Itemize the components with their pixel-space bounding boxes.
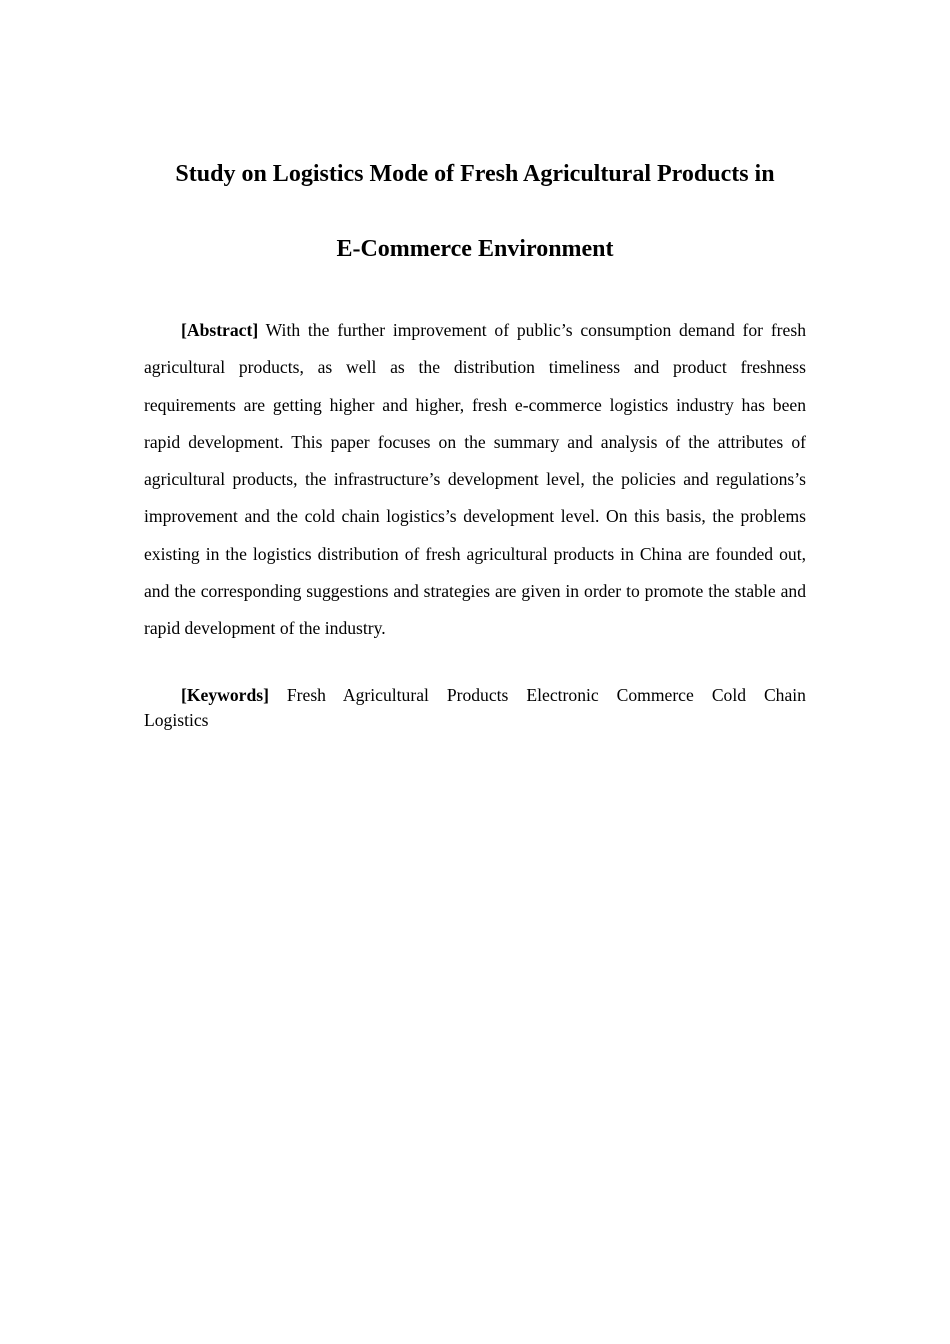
keyword-item: Electronic Commerce (526, 685, 694, 705)
keywords-paragraph (144, 683, 806, 733)
abstract-label: [Abstract] (181, 320, 259, 340)
keywords-label: [Keywords] (181, 685, 269, 705)
paper-title-line-1: Study on Logistics Mode of Fresh Agricultural Products in (175, 161, 775, 187)
keyword-item: Fresh Agricultural Products (286, 685, 509, 705)
paper-title-line-2: E-Commerce Environment (336, 236, 614, 262)
keyword-item: Cold Chain Logistics (144, 685, 806, 730)
abstract-paragraph (144, 312, 806, 648)
abstract-text: With the further improvement of public’s consumption demand for fresh agricultural products, as well as the distribution timeliness and product freshness requirements are getting higher and higher, fresh e-commerce logistics industry has been rapid development. This paper focuses on the summary and analysis of the attributes of agricultural products, the infrastructure’s development level, the policies and regulations’s improvement and the cold chain logistics’s development level. On this basis, the problems existing in the logistics distribution of fresh agricultural products in China are founded out, and the corresponding suggestions and strategies are given in order to promote the stable and rapid development of the industry. (144, 320, 806, 639)
